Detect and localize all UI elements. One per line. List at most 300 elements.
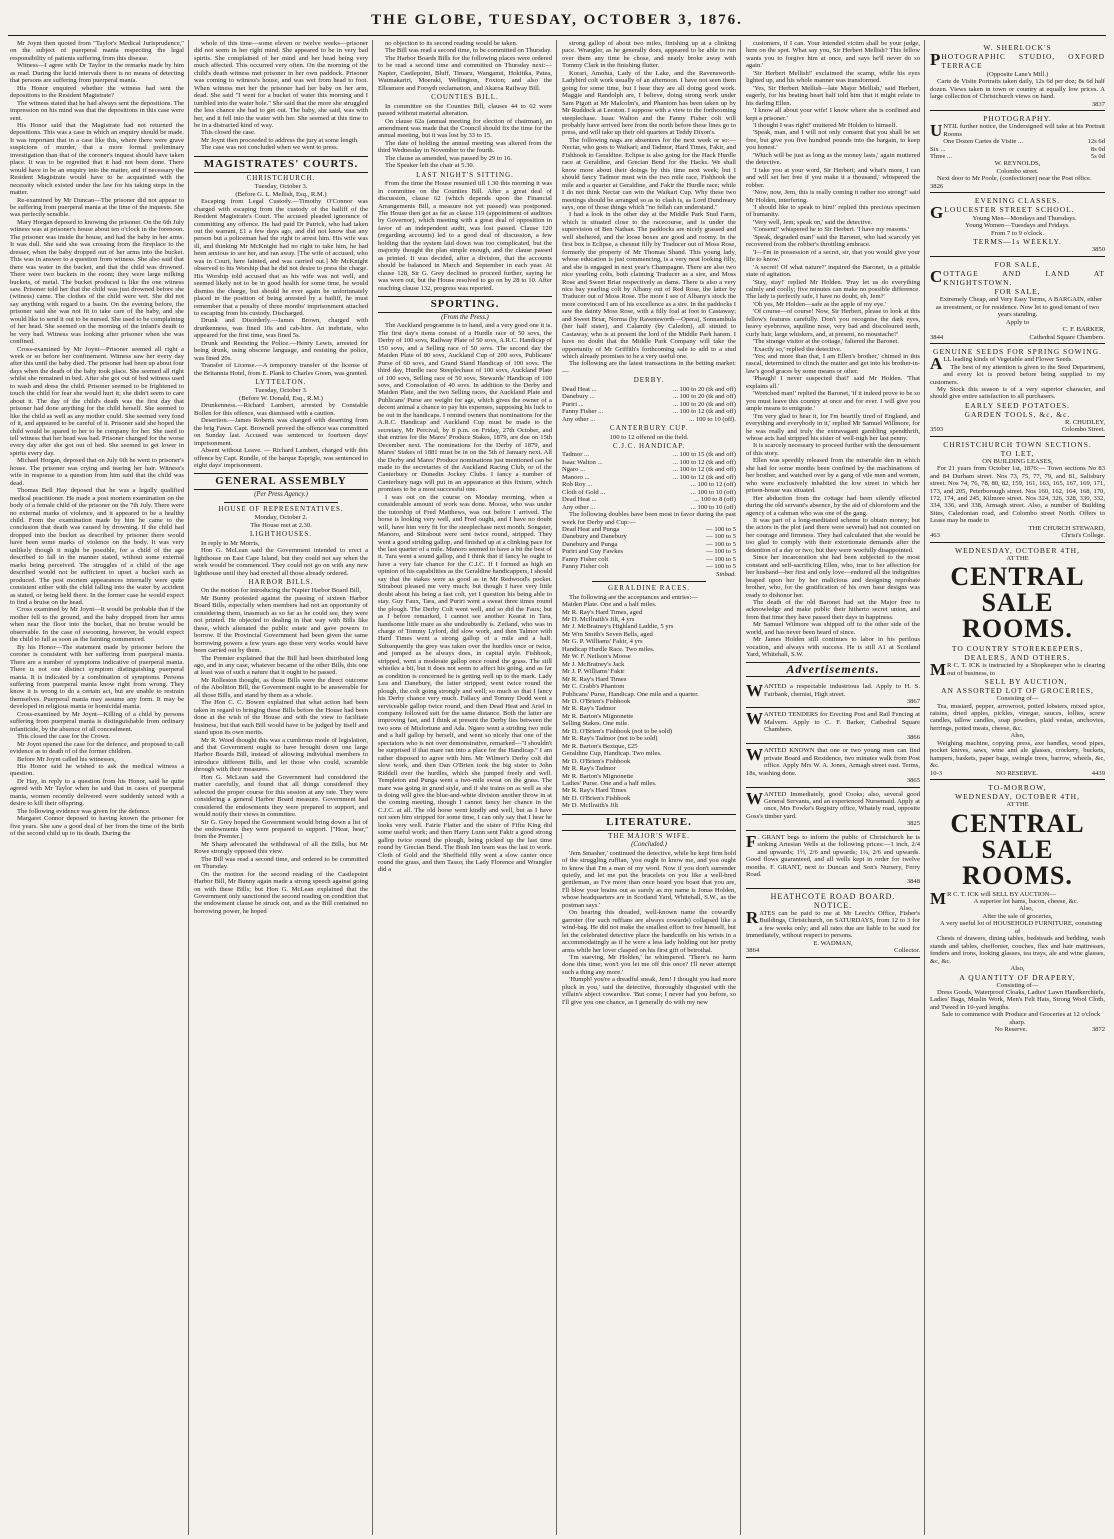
divider xyxy=(224,502,338,503)
literature-heading: LITERATURE. xyxy=(562,814,736,831)
notice-dropcap: R xyxy=(746,907,759,927)
sporting-heading: SPORTING. xyxy=(378,296,552,313)
table-row xyxy=(562,548,736,555)
paragraph: The date of holding the annual meeting was altered from the third Wednesday in November to the fourth. xyxy=(378,139,552,155)
paragraph: On hearing this dreaded, well-known name the cowardly garroter (for such ruffians are always cowards) collapsed like a wind-bag. He did not make the smallest effort to free himself, but let the celebrated detective place the handcuffs on his wrists in a accommodatingly as if he were a less lady holding out her pretty arms while her lover clasped on his first gift of betrothal. xyxy=(562,909,736,954)
cjc-heading: C.J.C. HANDICAP. xyxy=(612,442,686,451)
paragraph: Absent without Leave. — Richard Lambert, charged with this offence by Capt. Rundle, of the barque Esprigle, was sentenced to eight days' imprisonment. xyxy=(194,447,369,470)
auction1-sell: SELL BY AUCTION, xyxy=(984,677,1068,687)
paragraph: customers, if I can. Your intended victim shall be your judge, here on the spot. What say you, Sir Herbert Mellish? This fellow wants you to forgive him at once, and says he'll never do so again.' xyxy=(746,40,920,70)
paragraph: The Harbor Boards Bills for the following places were ordered to be read a second time and committed on Thursday next:—Napier, Castlepoint, Bluff, Timaru, Wanganui, Hokitika, Patea, Waimakariri, Moeraki, Wellington, Foxton; and also the Ellesmere and Forsyth reclamation, and Akaroa Railway Bill. xyxy=(378,54,552,92)
row-label: One Dozen Cartes de Visite ... xyxy=(943,138,1023,146)
row-value: — 100 to 5 xyxy=(706,540,736,548)
photography-prices xyxy=(930,138,1105,160)
paragraph: This closed the case. xyxy=(201,129,256,137)
list-item: Mr J. P. Williams' Fakir xyxy=(562,668,625,676)
column-1 xyxy=(8,40,189,1535)
lyttelton-before: (Before W. Donald, Esq., R.M.) xyxy=(239,394,323,402)
ad-text: ANTED TENDERS for Erecting Post and Rail Fencing at Malvern. Apply to C. F. Barker, Cathedral Square Chambers. xyxy=(764,711,920,734)
divider xyxy=(592,581,706,582)
paragraph: Mr Rolleston thought, as those Bills were the direct outcome of the Abolition Bill, the Government ought to be answerable for all those Bills, and stand by them as a whole. xyxy=(194,676,368,699)
classified-ad xyxy=(746,744,920,787)
paragraph: Mr R. Wood thought this was a cumbrous mode of legislation, and that Government ought to have brought down one large Harbor Boards Bill, instead of allowing individual members to introduce different Bills, and let those who could, scramble through with their measures. xyxy=(194,736,368,774)
classified-ad xyxy=(746,788,920,831)
paragraph: Mr Samuel Wilmore was shipped off to the other side of the world, and has never been heard of since. xyxy=(746,621,920,636)
paragraph: Cross-examined by Mr Joynt—Killing of a child by persons suffering from puerperal mania is distinguishable from ordinary infanticide, by the absence of all concealment. xyxy=(10,710,184,733)
auction2-number: 3872 xyxy=(1091,1026,1105,1034)
town-name: THE CHURCH STEWARD, xyxy=(1028,524,1105,532)
list-item: Mr R. Ray's Tadmor (not to be sold) xyxy=(562,735,658,743)
ad-text: ANTED Immediately, good Cooks; also, several good General Servants, and an experienced Nursemaid. Apply at once, Mrs Fowke's Registry office, Whately road, opposite Goss's timber yard. xyxy=(746,790,920,820)
list-item: Maiden Plate. One and a half miles. xyxy=(562,601,657,609)
paragraph: The Auckland programme is to hand, and a very good one it is. The first day's items consist of a Hurdle race of 50 sovs, the Derby of 100 sovs, Railway Plate of 50 sovs, A.R.C. Handicap of 150 sovs, and a Selling race of 50 sovs. The second day the Maiden Plate of 80 sovs, Auckland Cup of 200 sovs, Publicans' Purse of 60 sovs, and Grand Stand Handicap of 100 sovs. The third day, Hurdle race Steeplechase of 100 sovs, Auckland Plate of 100 sovs, Selling race of 50 sovs, Stewards' Handicap of 100 sovs, and Consolation of 40 sovs. In addition to the Derby and Maiden Plate, and the two Selling races, the Auckland Plate and Publicans' Purse are weight for age, which gives the owner of a decent animal a chance to pay his expenses, supposing his luck to be out in the handicaps. I remind owners that nominations for the A.R.C. Handicap and Auckland Cup must be made to the secretary, Mr Percival, by 8 p.m. on Friday, 27th October, and that entries for the Mares' Produce Stakes, 1879, are due on 15th December next. The nominations for the Derby of 1879, and Mares' Stakes of 1881 must be in on the 5th of January next. All the Derby and Mares' Produce nominations just mentioned can be made to the secretaries of the Auckland Racing Club, or of the Canterbury or Dunedin Jockey Clubs. I fancy a number of Canterbury nags will put in an appearance at this fixture, which promises to be a most successful one. xyxy=(378,322,552,494)
row-label: Tadmor ... xyxy=(562,451,590,459)
paragraph: Margaret Connor deposed to having known the prisoner for five years. She saw a good deal of her from the time of the birth of the second child up to its death. During the xyxy=(10,815,184,838)
geraldine-intro: The following are the acceptances and entries:— xyxy=(569,593,698,601)
cup-text: 100 to 12 offered on the field. xyxy=(609,433,689,441)
column-4 xyxy=(560,40,741,1535)
notice-text: ATES can be paid to me at Mr Leech's Office, Fisher's Buildings, Christchurch, on SATURDAYS, from 12 to 3 for a few weeks only; and all rates due are liable to be sued for immediately, without respect to persons. xyxy=(746,909,920,940)
reynolds-number: 3826 xyxy=(930,182,944,190)
counties-heading: COUNTIES BILL. xyxy=(431,93,499,102)
auction2-text: R C. T. ICK will SELL BY AUCTION— xyxy=(947,890,1057,898)
divider xyxy=(746,676,920,677)
column-3 xyxy=(376,40,557,1535)
geraldine-lines xyxy=(562,601,736,810)
row-value: 12s 6d xyxy=(1087,138,1105,146)
evening-title: LOUCESTER STREET SCHOOL. xyxy=(944,205,1075,215)
table-row xyxy=(562,533,736,540)
row-label: Puriri and Guy Fawkes xyxy=(562,548,623,556)
auction2-consisting: Consisting of— xyxy=(996,981,1039,989)
paragraph: Drunk and Disorderly.—James Brown, charged with drunkenness, was fined 10s and cab-hire. An inebriate, who appeared for the first time, was fined 5s. xyxy=(194,317,368,340)
advertisements-heading: Advertisements. xyxy=(786,661,880,676)
row-value: ... 100 to 12 (tk and off) xyxy=(672,408,736,416)
row-label: Danebury and Danebury xyxy=(562,533,627,541)
paragraph: 'Consent!' whispered he to Sir Herbert. 'I have my reasons.' xyxy=(753,226,909,234)
paragraph: In reply to Mr Morris, xyxy=(201,539,260,547)
paragraph: His Honor said that the Magistrate had not returned the depositions. This was a case in which an enquiry should be made. It was important that in a case like this, where there were grave suspicions of murder, that a more formal preliminary investigation than that of the coroner's inquest should have taken place. It was to be regretted that it had not been done. There would have to be an enquiry into the matter, and if necessary the Resident Magistrate would have to be acquainted with the necessity which existed under the law for his taking steps in the matter. xyxy=(10,121,184,197)
auction1-items-2: Weighing machine, copying press, axe handles, wood pipes, pocket knives, saws, wine and ale glasses, crockery, buckets, hampers, baskets, paper bags, swingle trees, barrow, wheels, &c, &c. xyxy=(930,739,1105,770)
sherlock-ad xyxy=(930,40,1105,111)
paragraph: Transfer of License.—A temporary transfer of the license of the Britannia Hotel, from E. Plank to Charles Green, was granted. xyxy=(194,362,368,377)
ad-dropcap: W xyxy=(746,788,763,808)
harbor-paras-continued xyxy=(378,40,552,92)
paragraph: It is scarcely necessary to proceed further with the denouement of this story. xyxy=(746,442,920,457)
auction-ad-2 xyxy=(930,780,1105,1036)
paragraph: 'Of course—of course! Now, Sir Herbert, please to look at this fellow's features carefully. Don't you recognise the dark eyes, heavy eyebrows, aquiline nose, very bad and discoloured teeth, curly hair, large whiskers, and, at present, no moustache?' xyxy=(746,308,920,338)
table-row xyxy=(562,556,736,563)
list-item: Mr J. McBratney's Jack xyxy=(562,660,625,668)
auction2-when: TO-MORROW, xyxy=(988,783,1047,793)
row-label: Fanny Fisher colt xyxy=(562,563,609,571)
ad-text: . GRANT begs to inform the public of Christchurch he is sinking Artesian Wells at the following prices:—1 inch, 2/4 and upwards; 1½, 2/6 and upwards; 1¼, 2/6 and upwards. Good flows guaranteed, and all wells kept in order for twelve months. F. GRANT, next to Duncan and Son's Nursery, Ferry Road. xyxy=(746,833,920,879)
seeds-text-3: My Stock this season is of a very superior character, and should give entire satisfaction to all purchasers. xyxy=(930,385,1105,401)
auction1-reserve: NO RESERVE. xyxy=(996,769,1038,777)
paragraph: On clause 62a (annual meeting for election of chairman), an amendment was made that the Council should fix the time for the annual meeting, but it was lost by 33 to 15. xyxy=(378,117,552,140)
list-item: Young Women—Tuesdays and Fridays. xyxy=(965,222,1070,230)
seeds-address: Colombo Street. xyxy=(1061,426,1105,434)
sale-text: Extremely Cheap, and Very Easy Terms, A BARGAIN, either as investment, or for residence. Now let to good tenant of two years standing. xyxy=(935,296,1103,319)
seed-potatoes: EARLY SEED POTATOES. xyxy=(964,400,1071,410)
table-row xyxy=(562,481,736,488)
auction2-items-2: Chests of drawers, dining tables, bedsteads and bedding, wash stands and tables, cheffonier, couches, flax and hair mattresses, fenders and irons, looking glasses, tea trays, ale and wine glasses, &c, &c. xyxy=(930,935,1105,965)
auction1-dropcap: M xyxy=(930,660,947,680)
paragraph: Mary Horgan deposed to knowing the prisoner. On the 6th July witness was at prisoner's house about ten o'clock in the forenoon. The prisoner was inside the house, and had the baby in her arms. It was dull. She said she was crossing from the fireplace to the dresser, when the baby dropped out of her arms into the bucket. This was in answer to a question from witness. She also said that there was water in the bucket, and that the child was drowned. There were two buckets in the room; they were large milking buckets, of metal. The bucket produced is like the one witness saw. Prisoner told her that the child was just drowned before she (witness) came. The clothes of the child were wet. She did not say anything with regard to a basin. On the evening before, the prisoner said she was not fit to take care of the baby, and she would like to send it out to be nursed. She used to be complaining of her head. She seemed on the morning of the infant's death to be very bad. Witness was looking after prisoner when she was confined. xyxy=(10,218,184,346)
paragraph: The clause as amended, was passed by 29 to 16. xyxy=(385,154,512,162)
row-value: ... 100 to 12 (tk and off) xyxy=(672,458,736,466)
paragraph: 'Now, now, Jem, this is really coming it rather too strong!' said Mr Holden, interfering. xyxy=(746,189,920,204)
row-label: Danebury ... xyxy=(562,393,595,401)
row-label: Fanny Fisher colt xyxy=(562,555,609,563)
paragraph: I had a look in the other day at the Middle Park Stud Farm, which is situated close to the racecourse, and is under the supervision of Ben Nathan. The paddocks are nicely grassed and well sheltered, and the loose boxes are good and roomy. In the first box is Eclipse, a chesnut filly by Traducer out of Moss Rose, formerly the property of Mr Thomas Shand. This young lady, whose education is just commencing, is a very neat looking filly, and she is engaged in next year's Champagne. There are also two nice yearling colts, both claiming Traducer as a sire, and Moss Rose and Sweet Briar respectively as dams. There is also a very nice bay yearling colt by Albany out of Red Rose, the latter by Traducer out of Moss Rose. The more I see of Albany's stock the more convinced I am of his excellence as a sire. In the paddocks I saw the dainty Moss Rose, with a filly foal at foot to Castaway; and Sweet Briar, Norma (by Ravensworth—Opera), Sonnambula (her half sister), and Calamity (by Caledon), all stinted to Castaway, who is at present the lord of the Middle Park harem. I have no doubt that the Middle Park Company will take the opportunity of Mr Griffith's forthcoming sale to add to a stud which already promises to be a very useful one. xyxy=(562,211,736,361)
paragraph: This closed the case for the Crown. xyxy=(17,733,111,741)
photography-heading: PHOTOGRAPHY. xyxy=(983,114,1052,124)
auction2-date: WEDNESDAY, OCTOBER 4TH, xyxy=(955,792,1080,802)
classified-ads xyxy=(746,680,920,889)
notice-sign: E. WADMAN, xyxy=(813,939,853,947)
row-label: Dead Heat ... xyxy=(562,496,597,504)
paragraph: Drunk and Resisting the Police.—Henry Lewis, arrested for being drunk, using obscene language, and resisting the police, was fined 20s. xyxy=(194,339,368,362)
row-label: Dead Heat ... xyxy=(562,385,597,393)
sale-address: Cathedral Square Chambers. xyxy=(1029,333,1105,341)
sale-dropcap: C xyxy=(930,266,943,286)
list-item: Mr R. Ray's Hard Times, aged xyxy=(562,608,643,616)
auction1-title: CENTRAL SALE ROOMS. xyxy=(950,562,1085,644)
row-value: ... 100 to 20 (tk and off) xyxy=(672,393,736,401)
row-value: ... 100 to 20 (tk and off) xyxy=(672,400,736,408)
paragraph: no objection to its second reading would be taken. xyxy=(385,40,518,47)
list-item: Mr D. O'Brien's Fishhook (not to be sold) xyxy=(562,727,673,735)
auction2-furniture: A very useful lot of HOUSEHOLD FURNITURE, consisting of xyxy=(940,920,1102,935)
table-row xyxy=(562,393,736,400)
house-paras xyxy=(194,540,368,577)
row-label: Three ... xyxy=(930,152,952,160)
list-item: Mr D. O'Brien's Fishhook xyxy=(562,794,631,802)
story-paras xyxy=(562,850,736,1007)
row-value: ... 100 to 10 (off) xyxy=(690,503,736,511)
paragraph: 'Yes; and more than that, I am Ellen's brother,' chimed in this rascal, determined to clinch the matter and get into his brother-in-law's good graces by some means or other. xyxy=(746,353,920,375)
assembly-heading: GENERAL ASSEMBLY xyxy=(194,473,368,490)
paragraph: The following nags are absentees for the next week or so:—Nectar, who goes to Waikari; and Tadmor, Hard Times, Fakir, and Fishhook to Geraldine. Eclipse is also going for the Hack Hurdle race at Geraldine, and Grecian Bend for the Hacks. We shall know more about their doings by this time next week; but I should fancy Tadmor must win the two mile race, Fishhook the mile and a quarter at Geraldine, and Fakir the Hurdle race; while I do not think Nectar can win the Waikari Cup. Why these two meetings should be arranged so as to clash is, as Lord Dundreary says, one of those things which "no fellah can understand." xyxy=(562,136,736,211)
paragraph: 'Yes, Sir Herbert Mellish—late Major Mellish,' said Herbert, eagerly, for his beating heart half told him that it might relate to his darling Ellen. xyxy=(746,84,920,107)
paragraph: Thomas Bell Hay deposed that he was a legally qualified medical practitioner. He made a post mortem examination on the body of a female child of the prisoner on the 7th July. There were no external marks of violence, and it appeared to be a healthy child. From the examination made by him he came to the conclusion that death was caused by drowning. If the child had dropped into the bucket as described by prisoner there would have been some marks of violence on the body. It was very unlikely though it might be possible, for a child of the age described to fall in the manner stated, without some external marks being perceived. The struggles of a child of the age described would not be sufficient to upset a bucket such as produced. The post mortem appearances internally were quite consistent either with the child falling into the water by accident as stated, or being held there. In the former case he would expect to find a bruise on the head. xyxy=(10,487,184,606)
seeds-number: 3593 xyxy=(930,426,944,434)
paragraph: 'Stay, stay!' replied Mr Holden. 'Pray let us do everything calmly and coolly; five minutes can make no possible difference. The lady is perfectly safe, I have no doubt, eh, Jem?' xyxy=(746,278,920,301)
paragraph: Korari, Amohia, Lady of the Lake, and the Ravensworth-Ladybird colt work usually of an afternoon. I have not seen them going for some time, but I hear they are all doing good work. Maggie and Randolph are, I believe, doing strong work under Sam Pigott at Mr Malcolm's, and Phantom has been taken up by Mr Ruddock at Leeston. I suppose with a view to the forthcoming steeplechase. Isaac Walton and the Fanny Fisher colt will probably have arrived here from the north before these lines go to press, and will take up their old quarters at Teddy Dixon's. xyxy=(562,69,736,137)
story-paras-continued xyxy=(746,40,920,659)
lyttelton-heading: LYTTELTON. xyxy=(255,378,307,387)
paragraph: Hon G. McLean said the Government intended to erect a lighthouse on East Cape Island, but they could not say when the work would be commenced. They could not go on with any new lighthouse until they had erected all those already ordered. xyxy=(194,547,368,577)
table-row xyxy=(562,451,736,458)
evening-terms: TERMS—1s WEEKLY. xyxy=(973,237,1062,247)
list-item: Mr D. McIlraith's Jilt, 4 yrs xyxy=(562,615,635,623)
photography-dropcap: U xyxy=(930,121,943,141)
list-item: Mr R. Barton's Bezique, £25 xyxy=(562,742,638,750)
classified-ad xyxy=(746,831,920,889)
counties-paras xyxy=(378,103,552,170)
story-sub: (Concluded.) xyxy=(631,841,667,849)
paragraph: 'The strange visitor at the cottage,' faltered the Baronet. xyxy=(753,338,899,346)
ad-number: 3867 xyxy=(906,697,920,705)
table-row xyxy=(562,416,736,423)
paragraph: whole of this time—some eleven or twelve weeks—prisoner did not seem in her right mind. She appeared to be in very bad spirits. She complained of her mind and her head being very much affected. This occurred very often. On the morning of the child's death witness met prisoner in her own paddock. Prisoner was coming to witness's house, and was wet from head to foot. When witness met her the prisoner had her baby on her arm, dead. She said "I went for a bucket of water this morning and I tumbled into the water hole." She said that the more she struggled the less chance she had to get out. The baby, she said, was with her, and it fell into the water with her. She seemed at this time to be in a distracted kind of way. xyxy=(194,40,368,129)
christchurch-cases xyxy=(194,198,368,377)
paragraph: Drunkenness.—Richard Lambert, arrested by Constable Bollen for this offence, was dismissed with a caution. xyxy=(194,402,368,417)
row-label: Rob Roy ... xyxy=(562,481,593,489)
auction1-number: 4439 xyxy=(1091,769,1105,777)
paragraph: Cross-examined by Mr Joynt—Prisoner seemed all right a week or so before her confinement. Witness saw her every day after this until the baby died. The prisoner had been up about four days when the death of the baby took place. She seemed all right whilst she remained in bed. After she got out of bed witness used to wash and dress the child. Prisoner seemed to be frightened to touch the child for fear she would hurt it; she didn't seem to care about it. The day of the child's death was the first day that prisoner had done anything for the child herself. She seemed to like the child as well as any mother could. She seemed very fond of it, and appeared to be careful of it. Prisoner said she hoped the child would be spared to her to be company for her. She used to tell witness that her head was bad. Prisoner changed for the worse every day after she got out of bed. She seemed to get lower in spirits every day. xyxy=(10,345,184,457)
auction1-consisting: Consisting of— xyxy=(996,695,1039,703)
paragraph: The following are the latest transactions in the betting market:— xyxy=(562,360,736,375)
evening-classes-ad xyxy=(930,193,1105,256)
derby-odds xyxy=(562,386,736,423)
auction2-drapery: A QUANTITY OF DRAPERY, xyxy=(959,972,1076,982)
christchurch-before: (Before G. L. Mellish, Esq., R.M.) xyxy=(235,190,327,198)
paragraph: The Speaker left the chair at 5.30. xyxy=(385,162,475,170)
auction2-items: A superior lot hams, bacon, cheese, &c. xyxy=(973,898,1079,905)
row-value: ... 100 to 8 (off) xyxy=(694,496,736,504)
seeds-text: LL leading kinds of Vegetable and Flower Seeds. xyxy=(943,356,1073,364)
evening-heading: EVENING CLASSES. xyxy=(974,196,1061,206)
paragraph: The witness stated that he had always sent the depositions. The impression on his mind was that the depositions in this case were sent. xyxy=(10,99,184,122)
paragraph: 'A secret! Of what nature?' inquired the Baronet, in a pitiable state of agitation. xyxy=(746,263,920,279)
list-item: Young Men—Mondays and Thursdays. xyxy=(972,214,1077,222)
auction-ad-1 xyxy=(930,543,1105,780)
row-value: — 100 to 5 xyxy=(706,526,736,533)
columns xyxy=(8,40,1106,1535)
table-row xyxy=(562,401,736,408)
last-night-paras xyxy=(378,180,552,292)
reynolds-name: W. REYNOLDS, xyxy=(994,160,1041,168)
list-item: Mr J. McBratney's Highland Laddie, 5 yrs xyxy=(562,623,674,631)
sherlock-number: 3837 xyxy=(1091,100,1105,108)
paragraph: By his Honor—The statement made by prisoner before the coroner is consistent with her suffering from puerperal mania. There are a number of symptoms indicative of puerperal mania. There is not one distinct symptom distinguishing puerperal mania. It is indicated by a combination of symptoms. Persons suffering from puerperal mania know right from wrong. They know it is wrong to do a certain act, but are unable to restrain themselves. Puerperal mania may assume any form. It may be developed in religious mania or homicidal mania. xyxy=(10,643,184,711)
paragraph: 'I thought I was right!' muttered Mr Holden to himself. xyxy=(753,121,898,129)
row-value: 8s 0d xyxy=(1090,145,1105,153)
story-title: THE MAJOR'S WIFE. xyxy=(608,831,690,840)
paragraph: 'Speak, degraded man!' said the Baronet, who had scarcely yet recovered from the robber's throttling embrace. xyxy=(746,233,920,249)
row-value: ... 100 to 12 (tk and off) xyxy=(672,473,736,481)
paragraph: Mr Sharp advocated the withdrawal of all the Bills, but Mr Rowe strongly opposed this view. xyxy=(194,840,368,856)
column-5 xyxy=(744,40,925,1535)
auction2-after: After the sale of groceries, xyxy=(982,912,1053,920)
sporting-paras-continued xyxy=(562,40,736,375)
paragraph: Mr James Holden still continues to labor in his perilous vocation, and always with success. He is still A1 at Scotland Yard, Whitehall, S.W. xyxy=(746,636,920,659)
paragraph: Ellen was speedily released from the miserable den in which she had for some months been confined by the machinations of her brother, and watched over by a gang of vile men and women, who were exclusively inhabited the low street in which her prison-house was situated. xyxy=(746,457,920,495)
sale-number: 3844 xyxy=(930,333,944,341)
ad-number: 3865 xyxy=(906,777,920,785)
court-report-continued xyxy=(194,40,368,152)
paragraph: 'I take you at your word, Sir Herbert; and what's more, I can and will set her free if you make it a thousand,' whispered the robber. xyxy=(746,166,920,189)
christchurch-heading: CHRISTCHURCH. xyxy=(246,173,316,182)
paragraph: His Honor said he wished to ask the medical witness a question. xyxy=(10,762,184,778)
sale-title: OTTAGE AND LAND AT KNIGHTSTOWN. xyxy=(943,268,1105,287)
column-6 xyxy=(928,40,1109,1535)
christchurch-date: Tuesday, October 3. xyxy=(254,183,308,191)
paragraph: From the time the House resumed till 1.30 this morning it was in committee on the Counties Bill. After a great deal of discussion, clause 62 (which depends upon the Financial Arrangements Bill, a measure not yet passed) was postponed. The House then got as far as clause 119 (appointment of auditors by Governor), which meeting with a great deal of opposition in favor of an independent audit, was lost passed. Clause 120 (regarding accounts) led to a good deal of discussion, a few holding that the system laid down was too complicated, but the majority thought the plan simple enough, and the clause passed as printed. It was decided, after a division, that the accounts should be balanced in March and September in each year. At clause 128, Sir G. Grey declined to proceed further, saying he was worn out, but the House resolved to go on by 28 to 10. After reaching clause 132, progress was reported. xyxy=(378,180,552,292)
auction2-dropcap: M xyxy=(930,888,947,908)
notice-heading: NOTICE. xyxy=(813,900,853,910)
auction2-also: Also, xyxy=(1018,905,1034,913)
town-text: For 21 years from October 1st, 1876:— Town sections No 83 and 84 Durham street. Nos 73, 75, 77, 79, and 81, Salisbury street. Nos 74, 76, 78, 80, 82, 159, 161, 163, 165, 167, 169, 171, 173, and 205, Peterborough street. Nos 160, 162, 164, 168, 170, 172, 174, and 245, Kilmore street. Nos 324, 326, 328, 330, 332, 334, 336, and 338, Armagh street. Also, a number of Building Sites, Caledonian road, and Colombo street North. Offers to Lease may be made to xyxy=(930,465,1105,525)
masthead: THE GLOBE, TUESDAY, OCTOBER 3, 1876. xyxy=(8,6,1106,36)
auction2-at: AT THE xyxy=(1006,801,1029,809)
paragraph: Sir G. Grey hoped the Government would bring down a list of the endowments they were prepared to support. ["Hear, hear," from the Premier.] xyxy=(194,818,368,841)
list-item: Mr D. McIlraith's Jilt xyxy=(562,802,619,810)
table-row xyxy=(562,386,736,393)
paragraph: Mr Bunny protested against the passing of sixteen Harbor Board Bills, especially when members had not an opportunity of considering them, inasmuch as so far as he could see, they were not printed. He objected to dealing in that way with Bills like these, which alienated the public estate and gave powers to borrow. If the Provincial Government had been given the same borrowing powers a few years ago these very works would have been carried out by them. xyxy=(194,594,368,655)
town-sections-ad xyxy=(930,437,1105,543)
reynolds-address: Colombo street. xyxy=(996,167,1039,175)
row-label: Fanny Fisher ... xyxy=(562,408,604,416)
sale-heading-2: FOR SALE, xyxy=(994,287,1041,297)
paragraph: Before Mr Joynt called his witnesses, xyxy=(17,755,116,763)
table-row xyxy=(562,459,736,466)
cottage-sale-ad xyxy=(930,257,1105,345)
paragraph: 'Wretched man!' replied the Baronet, 'if it indeed prove to be so you must leave this country at once and for ever. I will give you ample means to emigrate.' xyxy=(746,390,920,413)
row-value: ... 100 to 10 (off) xyxy=(690,488,736,496)
town-lease: ON BUILDING LEASES, xyxy=(982,457,1053,465)
classified-ad xyxy=(746,708,920,744)
seeds-dropcap: A xyxy=(930,354,943,374)
ad-text: ANTED KNOWN that one or two young men can find private Board and Residence, two minutes walk from Post office. Apply Mrs W. A. Jones, Armagh street east. Terms, 18s, washing done. xyxy=(746,747,920,777)
evening-lines xyxy=(930,215,1105,237)
lyttelton-cases xyxy=(194,402,368,469)
auction1-date: WEDNESDAY, OCTOBER 4TH, xyxy=(955,545,1080,555)
photography-ad xyxy=(930,111,1105,193)
table-row xyxy=(562,474,736,481)
sporting-paras xyxy=(378,322,552,874)
row-label: Ngaro ... xyxy=(562,466,586,474)
list-item: Handicap Hurdle Race. Two miles. xyxy=(562,645,655,653)
ad-dropcap: W xyxy=(746,709,763,729)
list-item: Mr C. Crabb's Phantom xyxy=(562,683,625,691)
row-value: ... 100 to 10 (off). xyxy=(689,415,736,423)
paragraph: On the motion for introducing the Napier Harbor Board Bill, xyxy=(201,587,362,595)
lyttelton-date: Tuesday, October 3. xyxy=(254,387,308,395)
paragraph: 'Oh yes, Mr Holden—safe as the apple of my eye.' xyxy=(753,300,886,308)
paragraph: Escaping from Legal Custody.—Timothy O'Connor was charged with escaping from the custody of the bailiff of the Resident Magistrate's Court. The accused pleaded ignorance of committing any offence. He had paid Dr Patrick, who had taken out the warrant, £1 a few days ago, and did not know that any person but a policeman had the right to arrest him. His wife was ill, and thinking Mr McKnight had no right to take him, he had been anxious to see her, and ran away. [The wife of accused, who was in Court, here fainted, and was carried out.] Mr McKnight observed to his Worship that he did not desire to press the charge. His Worship told accused that as his wife was not well, and seemed likely not to be in good health for some time, he would dismiss the charge, but should he ever again be unfortunately placed in the position of being arrested by a bailiff, he must remember that a penalty of three months' imprisonment attached to escaping from his custody. Discharged. xyxy=(194,198,368,317)
list-item: Publicans' Purse, Handicap. One mile and a quarter. xyxy=(562,690,699,698)
table-row xyxy=(562,408,736,415)
row-label: Dead Heat and Punga xyxy=(562,526,620,533)
list-item: Mr R. Ray's Hard Times xyxy=(562,787,627,795)
table-row xyxy=(943,138,1105,145)
paragraph: Desertion.—James Roberts was charged with deserting from the brig Fawn. Capt. Brownell proved the offence was committed on Sunday last. Accused was sentenced to fourteen days' imprisonment. xyxy=(194,417,368,447)
auction1-at: AT THE xyxy=(1006,554,1029,562)
list-item: Mr R. Ray's Tadmor xyxy=(562,705,616,713)
garden-tools: GARDEN TOOLS, &c, &c. xyxy=(964,409,1071,419)
auction1-number-left: 10-3 xyxy=(930,769,943,777)
harbor-heading: HARBOR BILLS. xyxy=(248,578,314,586)
auction2-reserve: No Reserve. xyxy=(994,1026,1028,1034)
sale-name: C. F. BARKER, xyxy=(1062,326,1105,334)
town-address: Christ's College. xyxy=(1061,532,1105,540)
reynolds-next: Next door to Mr Poole, (confectioner) near the Post office. xyxy=(937,175,1092,183)
paragraph: Hon G. McLean said the Government had considered the matter carefully, and found that all things considered they selected the proper course for this session at any rate. They were considering a general Harbor Board measure. Government had considered the endowments they were prepared to support, and would notify their views in committee. xyxy=(194,773,368,819)
heathcote-heading: HEATHCOTE ROAD BOARD. xyxy=(770,891,896,901)
paragraph: Cross examined by Mr Joynt—It would be probable that if the mother fell to the ground, and the baby dropped from her arms when near the floor into the bucket, that no bruise would be observable. In the case of swooning, however, he would expect the child to fall as soon as the fainting commenced. xyxy=(10,606,184,644)
auction2-also-2: Also, xyxy=(1010,965,1025,973)
paragraph: Since her incarceration she had been subjected to the most constant and self-sacrificing Ellen, who, true to her affection for her husband—her first and only love—endured all the indignities heaped upon her by her malicious and designing reprobate brother, who, for the gratification of his own base designs was ready to dishonor her. xyxy=(746,554,920,599)
row-value: ... 100 to 15 (tk and off) xyxy=(672,451,736,459)
assembly-sub: (Per Press Agency.) xyxy=(254,491,308,499)
list-item: Mr D. O'Brien's Fishhook xyxy=(562,697,631,705)
paragraph: Mr Joynt then quoted from "Taylor's Medical Jurisprudence," on the subject of puerperal mania respecting the legal responsibility of patients suffering from this disease. xyxy=(10,40,184,62)
paragraph: His Honor enquired whether the witness had sent the depositions to the Resident Magistrate? xyxy=(10,84,184,100)
paragraph: Mr Joynt then proceeded to address the jury at some length. xyxy=(201,136,359,144)
paragraph: 'I'm very glad to hear it, for I'm heartily tired of England, and everything and everybody in it,' replied Mr Samuel Willmore, for he was really and truly the extravagant gambling spendthrift, whose acts had stripped his sister of well-nigh her last penny. xyxy=(746,412,920,443)
paragraph: 'Phaugh! I never suspected that!' said Mr Holden. 'That explains all.' xyxy=(746,375,920,390)
seeds-name: R. CHUDLEY, xyxy=(1065,418,1105,426)
sherlock-heading: W. SHERLOCK'S xyxy=(983,43,1052,52)
list-item: Selling Stakes. One mile. xyxy=(562,720,629,728)
seeds-heading: GENUINE SEEDS FOR SPRING SOWING. xyxy=(933,347,1102,357)
photography-text: NTIL further notice, the Undersigned will take at his Portrait Rooms xyxy=(943,123,1105,138)
list-item: Mr Wm Smith's Seven Bells, aged xyxy=(562,630,653,638)
doubles-text: The following doubles have been most in favor during the past week for Derby and Cup:— xyxy=(562,511,736,526)
row-label: Manoro ... xyxy=(562,473,590,481)
paragraph: 'I—I'm in possession of a secret, sir, that you would give your life to know.' xyxy=(746,248,920,264)
house-heading: HOUSE OF REPRESENTATIVES. xyxy=(218,504,344,513)
paragraph: The following evidence was given for the defence. xyxy=(17,807,151,815)
harbor-paras xyxy=(194,587,368,915)
paragraph: The case was not concluded when we went to press. xyxy=(201,144,339,152)
table-row xyxy=(562,541,736,548)
notice-number: 3864 xyxy=(746,947,760,955)
paragraph: strong gallop of about two miles, finishing up at a clinking pace. Wrangler, as he generally does, appeared to be able to run over them any time he chose, and nearly broke away with Tommy Clark in the finishing flutter. xyxy=(562,40,736,70)
list-item: Geraldine Cup, Handicap. Two miles. xyxy=(562,750,662,758)
list-item: Mr R. Barton's Mignonette xyxy=(562,772,634,780)
sherlock-sub: (Opposite Lane's Mill.) xyxy=(986,70,1049,78)
row-value: — 100 to 5 xyxy=(706,533,736,541)
house-date: Monday, October 2. xyxy=(254,514,308,522)
sale-apply: Apply to xyxy=(1005,318,1030,326)
ad-number: 3825 xyxy=(906,820,920,828)
town-let: TO LET, xyxy=(1000,448,1035,458)
auction1-lot: AN ASSORTED LOT OF GROCERIES, xyxy=(941,686,1094,696)
ad-dropcap: F xyxy=(746,831,757,851)
seeds-text-2: The best of my attention is given to the Seed Department, and every lot is proved before being supplied to my customers. xyxy=(930,363,1105,386)
sherlock-title: HOTOGRAPHIC STUDIO, OXFORD TERRACE xyxy=(941,52,1105,71)
paragraph: 'Jem Smasher,' continued the detective, while he kept firm hold of the struggling ruffian, 'you ought to know me, and you ought to know that I'm a man of my word. Now if you don't surrender quietly, and let me put the bracelets on you like a well-bred gentleman, as I've more than once heard you boast that you are, I'll blow your brains out as surely as my name is Jonas Holden, whose headquarters are in Scotland Yard, Whitehall, S.W., as the postman says.' xyxy=(562,849,736,909)
paragraph: 'I know all about your wife! I know where she is confined and kept a prisoner.' xyxy=(746,107,920,122)
ad-number: 3866 xyxy=(906,733,920,741)
table-row xyxy=(562,563,736,570)
auction1-also: Also, xyxy=(1010,732,1025,740)
evening-dropcap: G xyxy=(930,203,944,223)
lighthouses-heading: LIGHTHOUSES. xyxy=(250,530,312,539)
row-label: Isaac Walton ... xyxy=(562,458,603,466)
row-label: Danebury and Punga xyxy=(562,540,618,548)
list-item: Mr G. P. Williams' Fakir, 4 yrs xyxy=(562,638,643,646)
paragraph: 'Which will be just as long as the money lasts,' again muttered the detective. xyxy=(746,151,920,167)
town-heading: CHRISTCHURCH TOWN SECTIONS. xyxy=(943,439,1092,449)
row-label: Any other ... xyxy=(562,503,596,511)
seeds-ad xyxy=(930,344,1105,437)
notice-role: Collector. xyxy=(894,947,920,955)
cup-heading: CANTERBURY CUP. xyxy=(609,424,689,433)
town-number: 463 xyxy=(930,532,940,540)
signoff: Sinbad. xyxy=(716,570,736,578)
row-value: ... 100 to 12 (off) xyxy=(690,481,736,489)
row-label: Puriri ... xyxy=(562,400,584,408)
paragraph: 'I'm starving, Mr Holden,' he whimpered. 'There's no harm done this time; won't you let me off this once? I'll never attempt such a thing any more.' xyxy=(562,954,736,976)
auction2-title: CENTRAL SALE ROOMS. xyxy=(950,808,1085,890)
paragraph: Her abduction from the cottage had been silently effected during the old servant's absence, by the aid of chloroform and the agency of a cabman who was one of the gang. xyxy=(746,494,920,517)
table-row xyxy=(562,466,736,473)
